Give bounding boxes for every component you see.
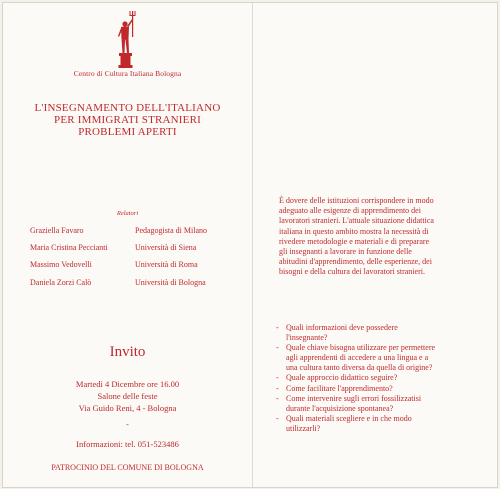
bullet-dash: -: [276, 383, 279, 393]
question-item: [276, 384, 436, 394]
right-panel: [253, 3, 497, 487]
question-text: Come facilitare l'apprendimento?: [286, 383, 393, 393]
title-line: L'INSEGNAMENTO DELL'ITALIANO: [34, 102, 221, 114]
invitation-sheet: [2, 2, 498, 488]
question-text: Quali materiali scegliere e in che modo utilizzarli?: [286, 413, 412, 433]
event-venue: Salone delle feste: [97, 391, 158, 401]
question-text: Come intervenire sugli errori fossilizzatisi durante l'acquisizione spontanea?: [286, 393, 422, 413]
question-item: [276, 343, 436, 373]
statue-logo-icon: [108, 9, 144, 69]
event-date: Martedì 4 Dicembre ore 16.00: [75, 379, 180, 389]
speaker-role: Università di Roma: [135, 260, 198, 269]
separator: -: [126, 420, 129, 429]
intro-paragraph: È dovere delle istituzioni corrispondere in modo adeguato alle esigenze di apprendimento dei lavoratori stranieri. L'attuale situazione didattica italiana in questo ambito mostra la necessità di rivedere metodologie e materiali e di preparare gli insegnanti a lavorare in funzione delle abitudini d'apprendimento, delle esperienze, dei bisogni e della cultura dei lavoratori stranieri.: [279, 196, 434, 277]
bullet-dash: -: [276, 413, 279, 423]
center-name: Centro di Cultura Italiana Bologna: [73, 69, 182, 78]
speaker-name: Maria Cristina Peccianti: [30, 243, 108, 252]
speaker-role: Università di Siena: [135, 243, 197, 252]
invito-heading: Invito: [109, 344, 146, 360]
event-title: [3, 102, 252, 138]
patrocinio: PATROCINIO DEL COMUNE DI BOLOGNA: [51, 463, 204, 472]
speaker-role: Università di Bologna: [135, 278, 206, 287]
question-item: [276, 394, 436, 414]
question-item: [276, 414, 436, 434]
speaker-row: [30, 278, 240, 290]
speaker-role: Pedagogista di Milano: [135, 226, 207, 235]
speaker-row: [30, 243, 240, 255]
bullet-dash: -: [276, 393, 279, 403]
relatori-label: Relatori: [116, 210, 139, 217]
speaker-name: Graziella Favaro: [30, 226, 84, 235]
question-text: Quale chiave bisogna utilizzare per permettere agli apprendenti di accedere a una lingua e a una cultura tanto diversa da quella di origine?: [286, 343, 436, 373]
question-item: [276, 323, 436, 343]
question-text: Quale approccio didattico seguire?: [286, 373, 398, 383]
speaker-name: Daniela Zorzi Calò: [30, 278, 92, 287]
bullet-dash: -: [276, 373, 279, 383]
bullet-dash: -: [276, 343, 279, 353]
speaker-row: [30, 260, 240, 272]
info-phone: Informazioni: tel. 051-523486: [76, 439, 179, 449]
event-address: Via Guido Reni, 4 - Bologna: [78, 403, 177, 413]
title-line: PROBLEMI APERTI: [78, 126, 177, 138]
left-panel: [3, 3, 252, 487]
title-line: PER IMMIGRATI STRANIERI: [54, 114, 201, 126]
speaker-row: [30, 226, 240, 238]
question-text: Quali informazioni deve possedere l'insegnante?: [286, 323, 398, 343]
questions-list: [276, 323, 436, 434]
speaker-name: Massimo Vedovelli: [30, 260, 92, 269]
question-item: [276, 373, 436, 383]
bullet-dash: -: [276, 323, 279, 332]
